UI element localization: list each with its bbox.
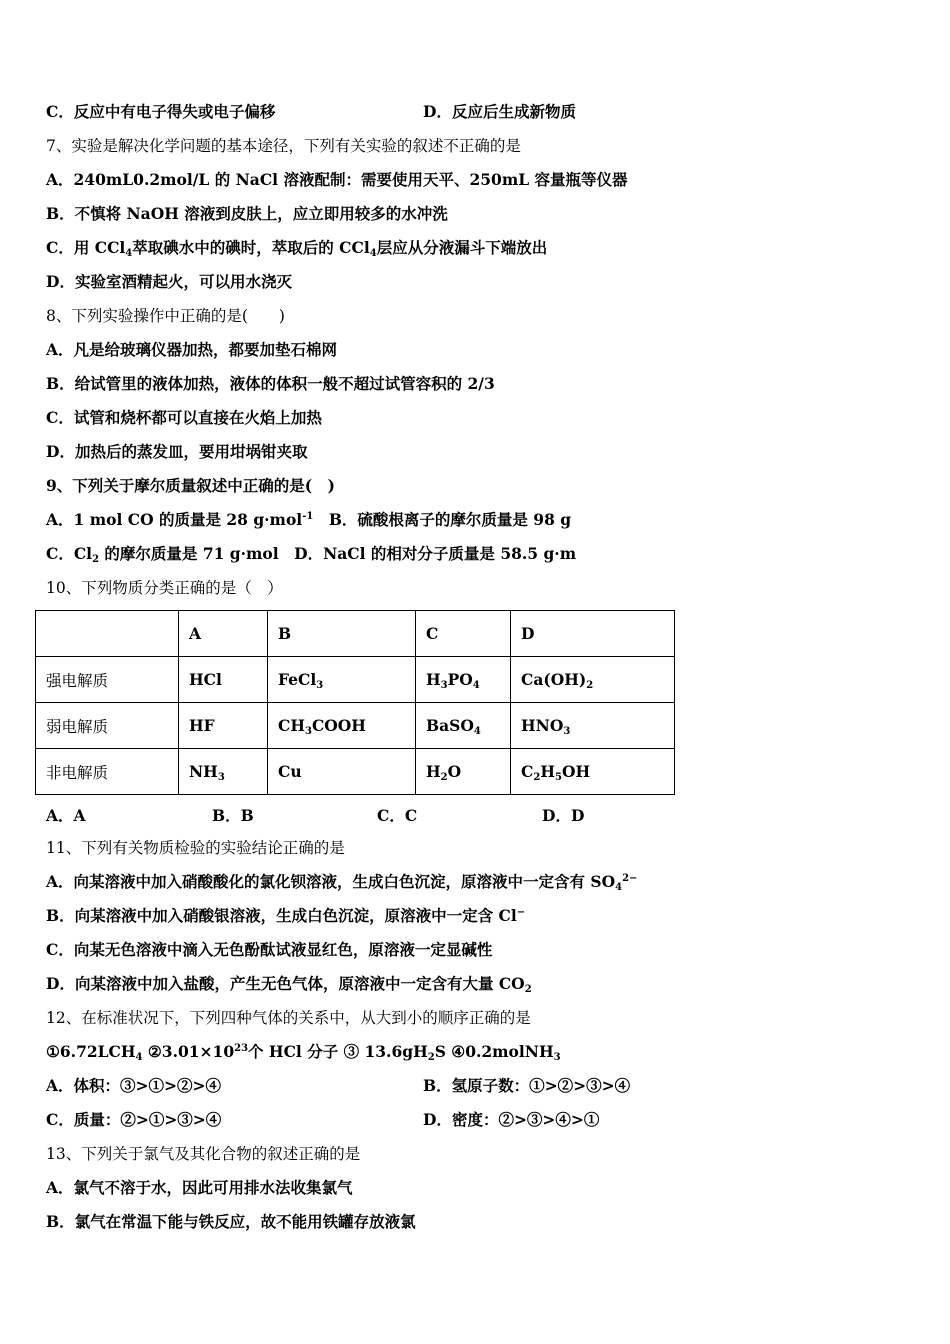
row-label: 强电解质 (36, 657, 179, 703)
question-8: 8、下列实验操作中正确的是( ) (46, 307, 285, 325)
q11-option-d: D．向某溶液中加入盐酸，产生无色气体，原溶液中一定含有大量 $CO_2$ (46, 974, 532, 995)
q12-option-row-2 (46, 1110, 600, 1130)
q9-options-cd: C．$Cl_2$ 的摩尔质量是 71 g·mol D．NaCl 的相对分子质量是 58.5 g·m (46, 544, 577, 565)
table-cell: $HNO_3$ (511, 703, 675, 749)
q12-option-b: B．氢原子数：①>②>③>④ (423, 1076, 631, 1095)
table-cell: $C_2H_5OH$ (511, 749, 675, 795)
question-11: 11、下列有关物质检验的实验结论正确的是 (46, 839, 345, 857)
table-header-row (36, 611, 675, 657)
q13-option-a: A．氯气不溶于水，因此可用排水法收集氯气 (46, 1178, 353, 1197)
q10-option-d: D．D (542, 806, 585, 825)
table-header-cell (36, 611, 179, 657)
classification-table (35, 610, 675, 795)
table-cell: $H_3PO_4$ (416, 657, 511, 703)
table-cell: BaSO$_4$ (416, 703, 511, 749)
q8-option-c: C．试管和烧杯都可以直接在火焰上加热 (46, 408, 322, 427)
q8-option-d: D．加热后的蒸发皿，要用坩埚钳夹取 (46, 442, 308, 461)
table-cell: $Ca(OH)_2$ (511, 657, 675, 703)
question-7: 7、实验是解决化学问题的基本途径，下列有关实验的叙述不正确的是 (46, 137, 521, 155)
q9-options-ab: A．1 mol CO 的质量是 28 g·mol$^{-1}$ B．硫酸根离子的摩尔质量是 98 g (46, 510, 572, 529)
question-13: 13、下列关于氯气及其化合物的叙述正确的是 (46, 1145, 361, 1163)
table-cell: Cu (268, 749, 416, 795)
table-header-cell: B (268, 611, 416, 657)
table-cell: FeCl$_3$ (268, 657, 416, 703)
table-cell: $H_2O$ (416, 749, 511, 795)
q7-option-d: D．实验室酒精起火，可以用水浇灭 (46, 272, 292, 291)
q12-items: $①6.72LCH_4$ $②3.01\times 10^{23}$个 HCl 分子 ③ $13.6gH_2S$ ④0.2molNH$_3$ (46, 1042, 561, 1063)
q10-option-c: C．C (377, 806, 418, 825)
row-label: 弱电解质 (36, 703, 179, 749)
q12-option-a: A．体积：③>①>②>④ (46, 1076, 221, 1095)
q10-option-a: A．A (46, 806, 86, 825)
question-12: 12、在标准状况下，下列四种气体的关系中，从大到小的顺序正确的是 (46, 1009, 531, 1027)
table-row (36, 657, 675, 703)
table-header-cell: A (179, 611, 268, 657)
q8-option-a: A．凡是给玻璃仪器加热，都要加垫石棉网 (46, 340, 338, 359)
q6-option-d: D．反应后生成新物质 (423, 102, 576, 121)
q6-option-row (46, 102, 576, 122)
question-9: 9、下列关于摩尔质量叙述中正确的是( ) (46, 476, 335, 495)
q13-option-b: B．氯气在常温下能与铁反应，故不能用铁罐存放液氯 (46, 1212, 416, 1231)
table-row (36, 703, 675, 749)
table-cell: HF (179, 703, 268, 749)
q11-option-c: C．向某无色溶液中滴入无色酚酞试液显红色，原溶液一定显碱性 (46, 940, 493, 959)
table-row (36, 749, 675, 795)
q11-option-a: A．向某溶液中加入硝酸酸化的氯化钡溶液，生成白色沉淀，原溶液中一定含有 $SO_4^{2-}$ (46, 872, 638, 893)
q12-option-c: C．质量：②>①>③>④ (46, 1110, 222, 1129)
q7-option-c: C．用 CCl$_4$萃取碘水中的碘时，萃取后的 CCl$_4$层应从分液漏斗下端放出 (46, 238, 548, 259)
question-10: 10、下列物质分类正确的是（ ） (46, 579, 283, 597)
q10-option-b: B．B (212, 806, 254, 825)
q12-option-d: D．密度：②>③>④>① (423, 1110, 600, 1129)
q7-option-a: A．240mL0.2mol/L 的 NaCl 溶液配制：需要使用天平、250mL 容量瓶等仪器 (46, 170, 628, 189)
q6-option-c: C．反应中有电子得失或电子偏移 (46, 102, 276, 121)
table-header-cell: D (511, 611, 675, 657)
q11-option-b: B．向某溶液中加入硝酸银溶液，生成白色沉淀，原溶液中一定含 Cl− (46, 906, 526, 925)
q7-option-b: B．不慎将 NaOH 溶液到皮肤上，应立即用较多的水冲洗 (46, 204, 448, 223)
q8-option-b: B．给试管里的液体加热，液体的体积一般不超过试管容积的 2/3 (46, 374, 495, 393)
table-cell: HCl (179, 657, 268, 703)
row-label: 非电解质 (36, 749, 179, 795)
table-cell: $NH_3$ (179, 749, 268, 795)
table-header-cell: C (416, 611, 511, 657)
q12-option-row-1 (46, 1076, 631, 1096)
table-cell: $CH_3COOH$ (268, 703, 416, 749)
